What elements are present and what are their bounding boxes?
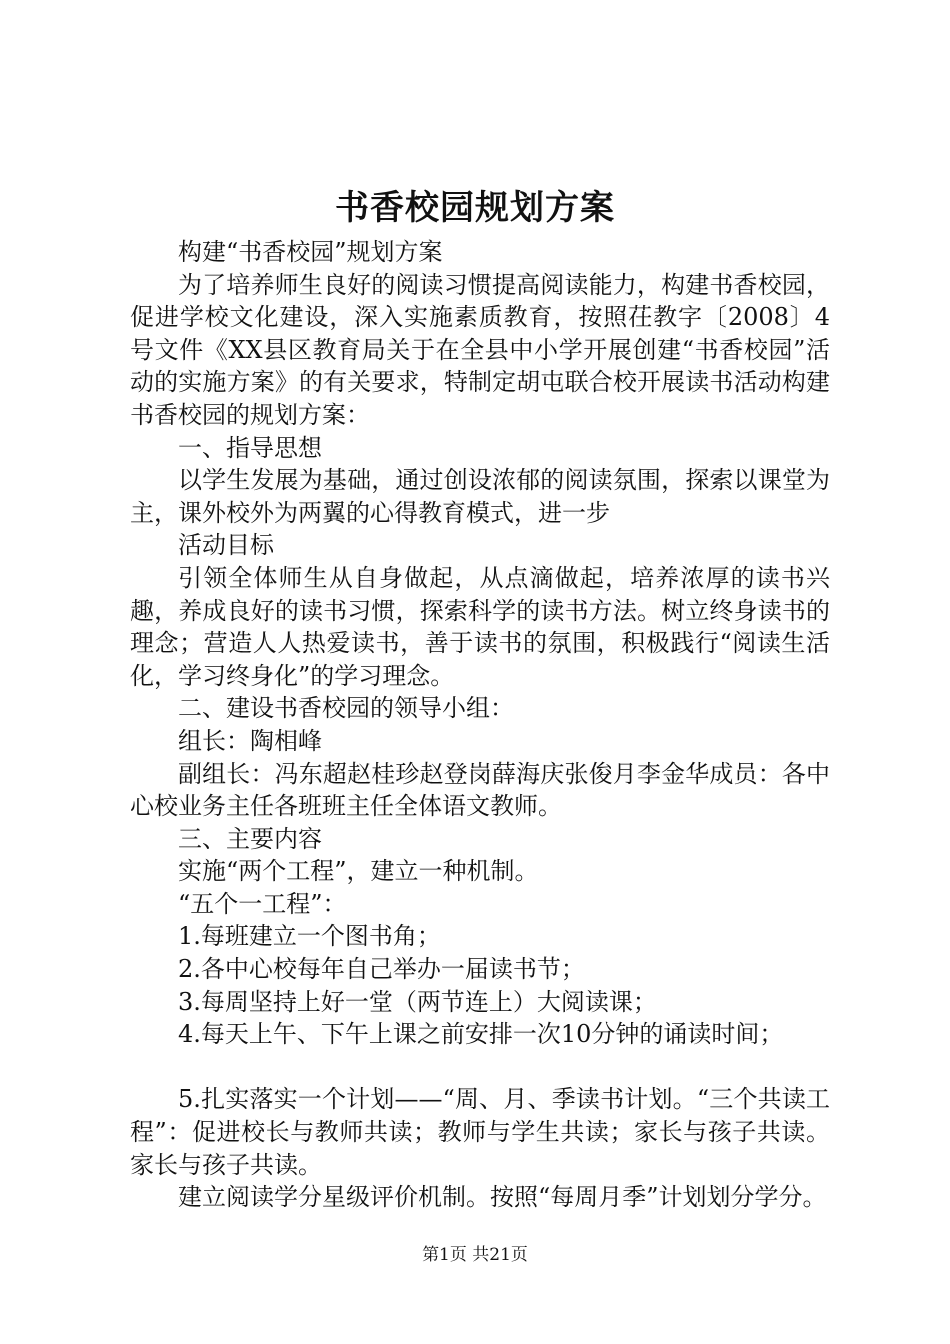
list-item: 2.各中心校每年自己举办一届读书节； [178, 955, 585, 984]
page-number-footer: 第1页 共21页 [422, 1245, 528, 1265]
paragraph-five-one-project: “五个一工程”： [178, 889, 347, 918]
paragraph-two-projects: 实施“两个工程”，建立一种机制。 [178, 857, 539, 886]
paragraph-activity-goal: 引领全体师生从自身做起，从点滴做起，培养浓厚的读书兴趣，养成良好的读书习惯，探索科学的读书方法。树立终身读书的理念；营造人人热爱读书，善于读书的氛围，积极践行“阅读生活化，学习终身化”的学习理念。 [130, 563, 830, 690]
list-item: 3.每周坚持上好一堂（两节连上）大阅读课； [178, 987, 657, 1016]
paragraph-group-leader: 组长：陶相峰 [178, 726, 322, 755]
paragraph-evaluation-mechanism: 建立阅读学分星级评价机制。按照“每周月季”计划划分学分。 [178, 1183, 827, 1212]
section-heading-main-content: 三、主要内容 [178, 824, 322, 853]
section-heading-activity-goal: 活动目标 [178, 531, 274, 560]
list-item: 1.每班建立一个图书角； [178, 922, 441, 951]
paragraph-group-members: 副组长：冯东超赵桂珍赵登岗薛海庆张俊月李金华成员：各中心校业务主任各班班主任全体语文教师。 [130, 759, 830, 821]
section-heading-leadership-group: 二、建设书香校园的领导小组： [178, 694, 514, 723]
paragraph-guiding-thought: 以学生发展为基础，通过创设浓郁的阅读氛围，探索以课堂为主，课外校外为两翼的心得教育模式，进一步 [130, 466, 830, 527]
list-item: 4.每天上午、下午上课之前安排一次10分钟的诵读时间； [178, 1020, 784, 1049]
list-item: 5.扎实落实一个计划——“周、月、季读书计划。“三个共读工程”：促进校长与教师共读；教师与学生共读；家长与孩子共读。家长与孩子共读。 [130, 1085, 830, 1179]
document-body [130, 236, 830, 1214]
blank-line [130, 1051, 830, 1084]
paragraph-heading: 构建“书香校园”规划方案 [178, 238, 443, 266]
section-heading-guiding-thought: 一、指导思想 [178, 433, 322, 462]
paragraph-intro: 为了培养师生良好的阅读习惯提高阅读能力，构建书香校园，促进学校文化建设，深入实施素质教育，按照茌教字〔2008〕4号文件《XX县区教育局关于在全县中小学开展创建“书香校园”活动的实施方案》的有关要求，特制定胡屯联合校开展读书活动构建书香校园的规划方案： [130, 270, 830, 429]
document-title: 书香校园规划方案 [335, 188, 615, 228]
